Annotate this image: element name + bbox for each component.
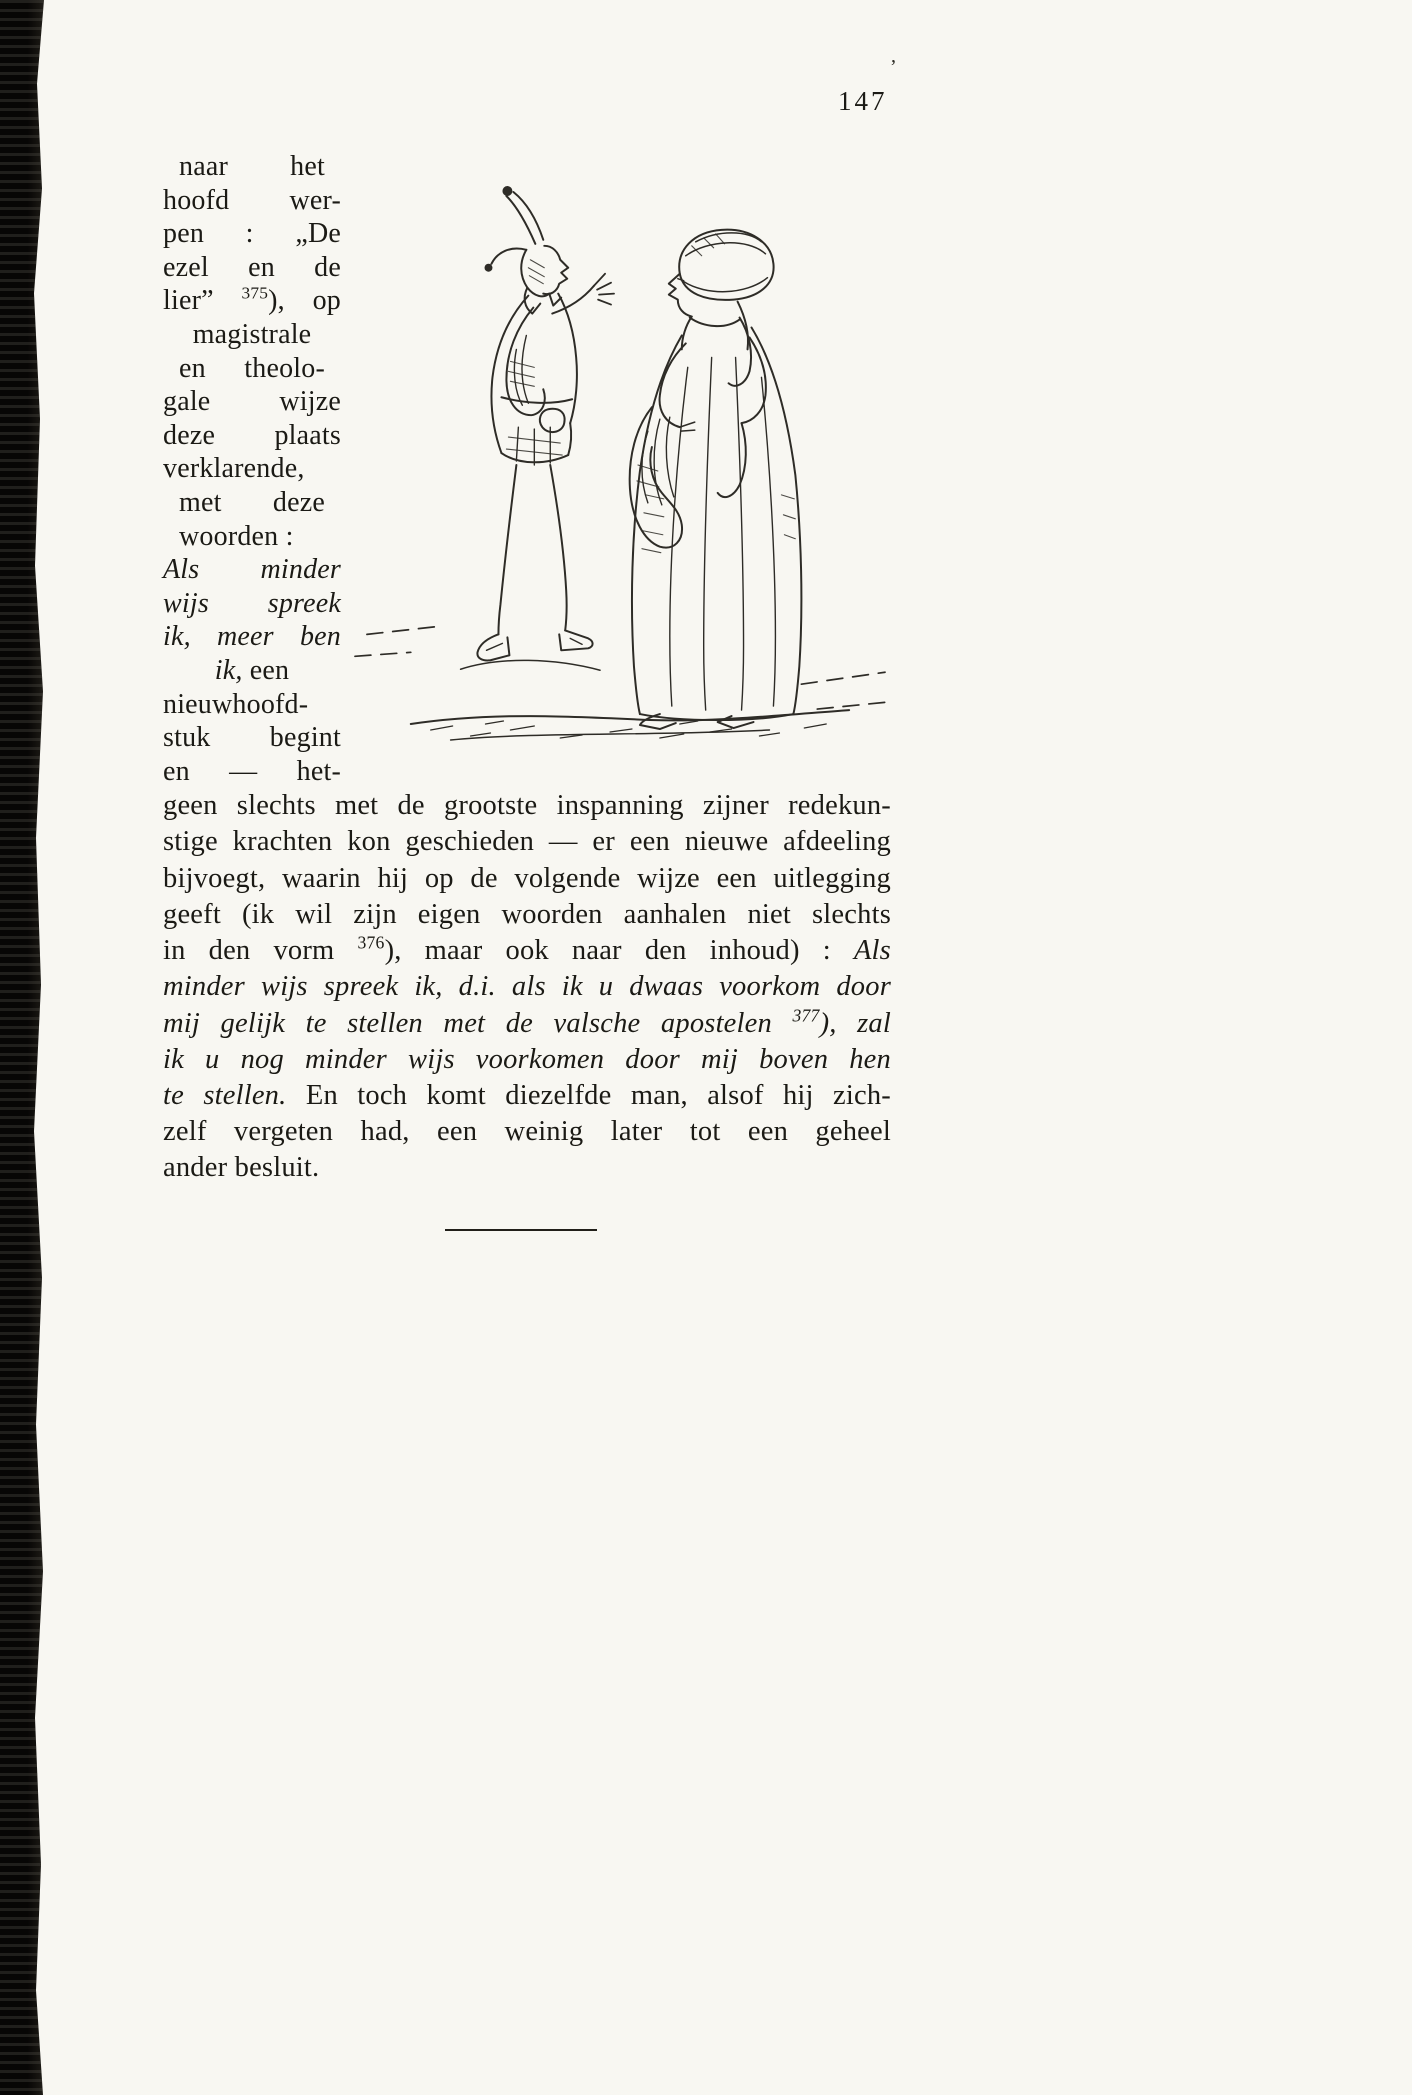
text-segment: mij gelijk te stellen met de valsche apostelen bbox=[163, 1007, 793, 1039]
text-line bbox=[163, 861, 891, 897]
text-line bbox=[163, 1006, 891, 1042]
text-segment: stige krachten kon geschieden — er een nieuwe afdeeling bbox=[163, 826, 891, 858]
text-line bbox=[163, 284, 341, 318]
ground-dashes bbox=[355, 626, 887, 709]
text-line bbox=[163, 251, 341, 285]
binding-edge bbox=[0, 0, 46, 2095]
woodcut-illustration bbox=[351, 166, 891, 788]
text-line bbox=[163, 620, 341, 654]
text-segment: ), zal bbox=[819, 1007, 892, 1039]
text-segment: ik u nog minder wijs voorkomen door mij boven hen bbox=[163, 1043, 891, 1075]
text-segment: geeft (ik wil zijn eigen woorden aanhalen niet slechts bbox=[163, 898, 891, 930]
text-segment: en theolo- bbox=[179, 352, 325, 384]
text-line bbox=[163, 1114, 891, 1150]
text-segment: Als bbox=[853, 935, 891, 967]
text-segment: ander besluit. bbox=[163, 1152, 320, 1184]
section-divider bbox=[445, 1229, 597, 1231]
text-segment: ), op bbox=[268, 285, 341, 317]
text-line bbox=[163, 520, 341, 554]
text-line bbox=[163, 933, 891, 969]
text-segment: gale wijze bbox=[163, 386, 341, 418]
footnote-reference: 375 bbox=[241, 284, 269, 304]
text-line bbox=[163, 184, 341, 218]
text-line bbox=[163, 1150, 891, 1186]
text-segment: te stellen. bbox=[163, 1079, 287, 1111]
scholar-figure bbox=[630, 230, 802, 729]
page-number: 147 bbox=[838, 86, 888, 116]
text-segment: En toch komt diezelfde man, alsof hij zich- bbox=[286, 1079, 891, 1111]
text-segment: met deze bbox=[179, 486, 325, 518]
text-line bbox=[163, 654, 341, 688]
text-segment: ), maar ook naar den inhoud) : bbox=[384, 935, 854, 967]
text-line bbox=[163, 1042, 891, 1078]
text-segment: wijs spreek bbox=[163, 587, 341, 619]
text-line bbox=[163, 318, 341, 352]
text-line bbox=[163, 352, 341, 386]
text-line bbox=[163, 486, 341, 520]
text-line bbox=[163, 150, 341, 184]
jester-hand bbox=[594, 274, 614, 305]
text-segment: ezel en de bbox=[163, 251, 341, 283]
text-segment: geen slechts met de grootste inspanning zijner redekun- bbox=[163, 790, 891, 822]
text-line bbox=[163, 553, 341, 587]
text-segment: zelf vergeten had, een weinig later tot een geheel bbox=[163, 1116, 891, 1148]
woodcut-svg bbox=[351, 166, 889, 764]
text-segment: ik, bbox=[214, 654, 243, 686]
footnote-reference: 376 bbox=[357, 932, 385, 953]
ground-line bbox=[411, 710, 849, 724]
text-segment: woorden : bbox=[179, 520, 294, 552]
text-line bbox=[163, 969, 891, 1005]
text-segment: bijvoegt, waarin hij op de volgende wijze een uitlegging bbox=[163, 862, 891, 894]
text-line bbox=[163, 824, 891, 860]
text-segment: minder wijs spreek ik, d.i. als ik u dwaas voorkom door bbox=[163, 971, 891, 1003]
text-line bbox=[163, 419, 341, 453]
footnote-reference: 377 bbox=[792, 1005, 820, 1025]
text-segment: magistrale bbox=[192, 318, 312, 350]
stray-mark: ’ bbox=[890, 56, 897, 78]
body-paragraph bbox=[163, 788, 891, 1186]
text-segment: naar het bbox=[179, 151, 325, 182]
ground-mound bbox=[461, 660, 600, 670]
text-line bbox=[163, 788, 891, 824]
text-and-illustration-row bbox=[163, 150, 891, 788]
page-content bbox=[163, 150, 891, 1231]
text-line bbox=[163, 217, 341, 251]
text-segment: verklarende, bbox=[163, 453, 305, 485]
jester-figure bbox=[477, 186, 614, 660]
text-line bbox=[163, 452, 341, 486]
text-segment: hoofd wer- bbox=[163, 184, 341, 216]
text-line bbox=[163, 897, 891, 933]
text-segment: een bbox=[242, 654, 290, 686]
text-segment: Als minder bbox=[163, 554, 341, 586]
text-segment: stuk begint bbox=[163, 722, 341, 754]
text-segment: en — het- bbox=[163, 755, 341, 787]
text-line bbox=[163, 688, 341, 722]
text-line bbox=[163, 1078, 891, 1114]
text-segment: ik, meer ben bbox=[163, 621, 341, 653]
left-text-column bbox=[163, 150, 341, 788]
text-segment: lier” bbox=[163, 285, 242, 317]
text-line bbox=[163, 721, 341, 755]
text-line bbox=[163, 587, 341, 621]
text-segment: nieuwhoofd- bbox=[163, 688, 309, 720]
text-segment: deze plaats bbox=[163, 419, 341, 451]
text-segment: pen : „De bbox=[163, 218, 341, 250]
text-segment: in den vorm bbox=[163, 935, 358, 967]
text-line bbox=[163, 385, 341, 419]
text-line bbox=[163, 755, 341, 789]
